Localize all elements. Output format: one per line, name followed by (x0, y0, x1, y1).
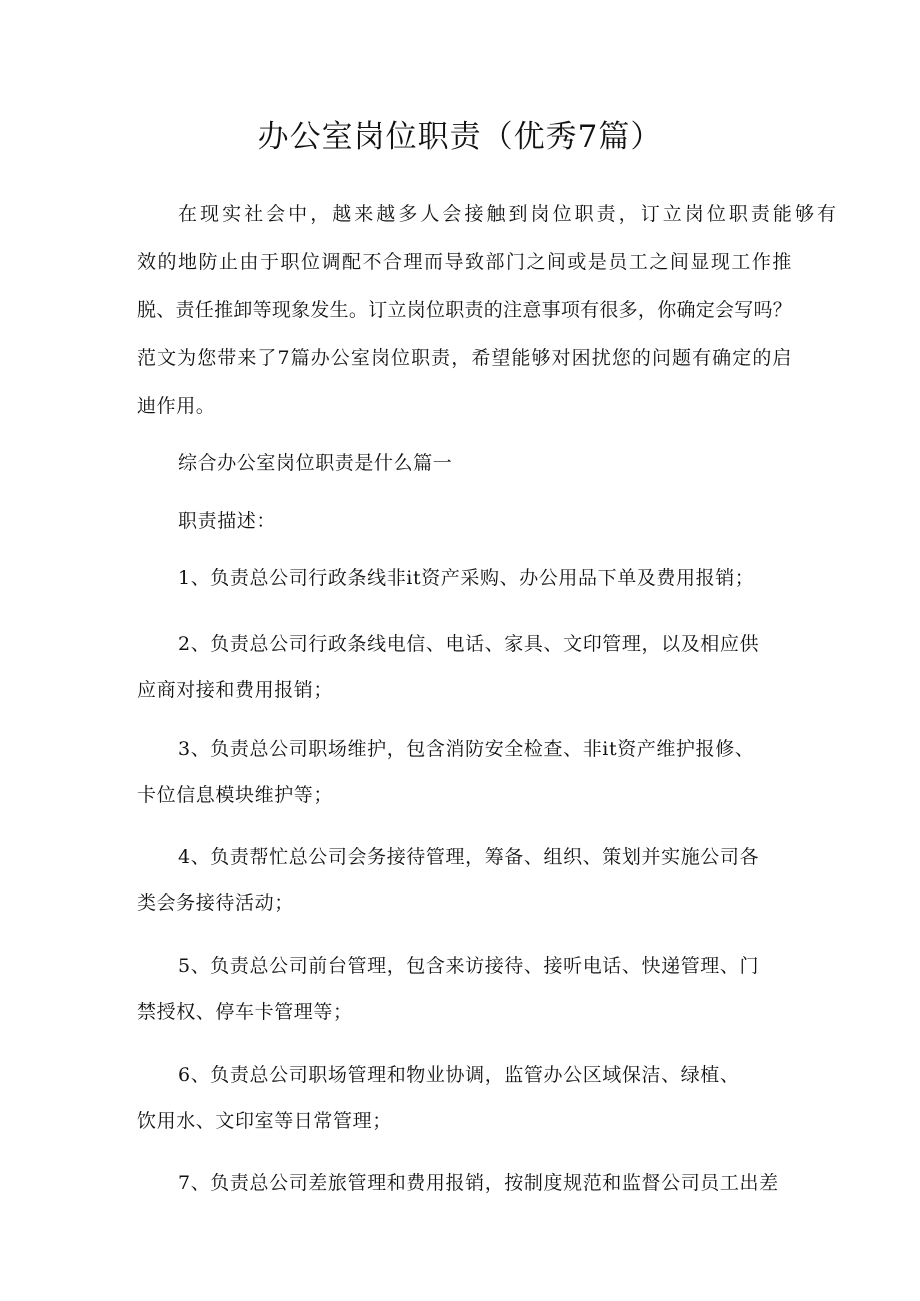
intro-line: 效的地防止由于职位调配不合理而导致部门之间或是员工之间显现工作推 (137, 251, 792, 273)
duty-line: 2、负责总公司行政条线电信、电话、家具、文印管理，以及相应供 (178, 633, 760, 655)
duty-line: 6、负责总公司职场管理和物业协调，监管办公区域保洁、绿植、 (178, 1064, 740, 1086)
duty-line: 应商对接和费用报销； (137, 679, 334, 701)
duty-line: 卡位信息模块维护等； (137, 784, 334, 806)
duty-item-3 (137, 726, 792, 818)
intro-line: 迪作用。 (137, 395, 216, 417)
duty-line: 3、负责总公司职场维护，包含消防安全检查、非it资产维护报修、 (178, 738, 755, 760)
duty-item-2 (137, 621, 792, 713)
section-heading: 综合办公室岗位职责是什么篇一 (178, 452, 453, 474)
duty-line: 5、负责总公司前台管理，包含来访接待、接听电话、快递管理、门 (178, 955, 760, 977)
intro-line: 范文为您带来了7篇办公室岗位职责，希望能够对困扰您的问题有确定的启 (137, 347, 792, 369)
duty-item-4 (137, 834, 792, 926)
duty-item-5 (137, 943, 792, 1035)
duty-line: 禁授权、停车卡管理等； (137, 1001, 353, 1023)
duty-line: 7、负责总公司差旅管理和费用报销，按制度规范和监督公司员工出差 (178, 1172, 779, 1194)
duty-line: 类会务接待活动； (137, 892, 294, 914)
duty-line: 饮用水、文印室等日常管理； (137, 1110, 392, 1132)
duty-line: 4、负责帮忙总公司会务接待管理，筹备、组织、策划并实施公司各 (178, 846, 760, 868)
intro-line: 在现实社会中，越来越多人会接触到岗位职责，订立岗位职责能够有 (178, 203, 833, 225)
intro-paragraph (137, 190, 833, 430)
duty-item-7 (137, 1160, 792, 1206)
duty-item-6 (137, 1052, 792, 1144)
duties-label: 职责描述： (178, 510, 277, 532)
intro-line: 脱、责任推卸等现象发生。订立岗位职责的注意事项有很多，你确定会写吗？ (137, 299, 792, 321)
duty-item-1 (137, 555, 792, 601)
duty-line: 1、负责总公司行政条线非it资产采购、办公用品下单及费用报销； (178, 567, 755, 589)
document-title: 办公室岗位职责（优秀7篇） (257, 119, 663, 155)
